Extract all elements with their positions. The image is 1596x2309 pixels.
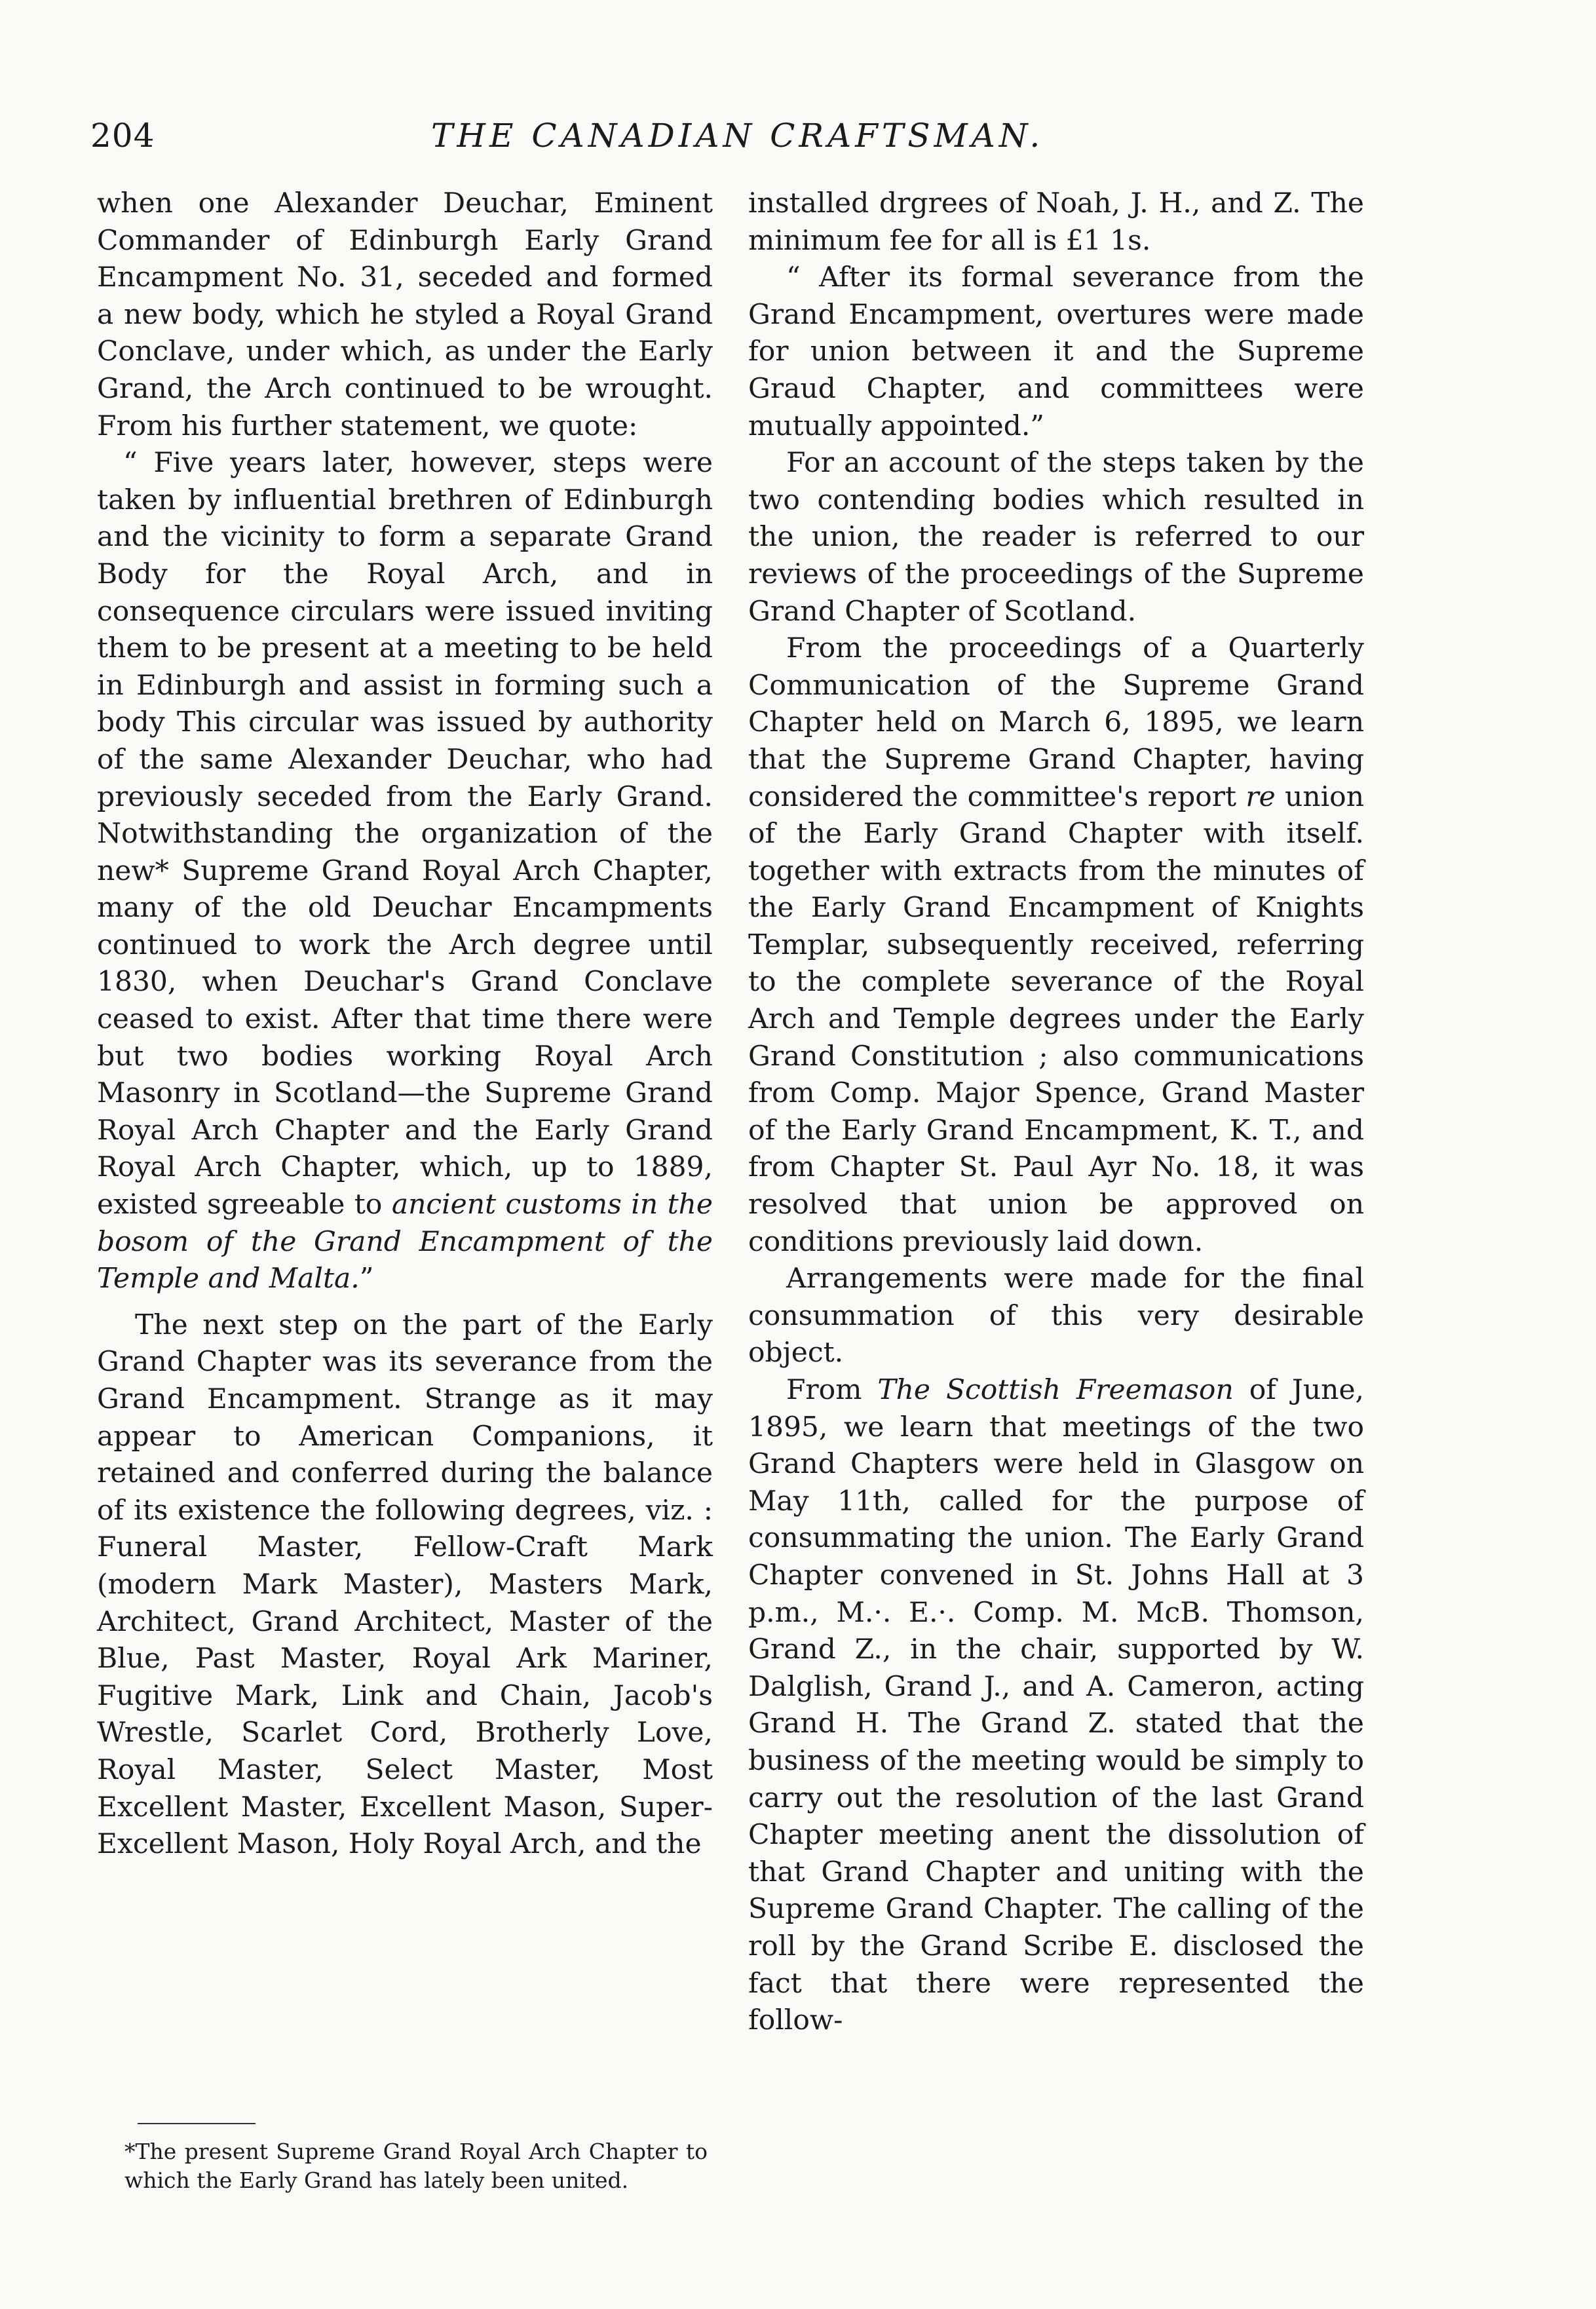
paragraph: installed drgrees of Noah, J. H., and Z. The minimum fee for all is £1 1s. [748,187,1364,256]
quoted-paragraph [97,444,713,1297]
text-run: From the proceedings of a Quarterly Communication of the Supreme Grand Chapter held on March 6, 1895, we learn that the Supreme Grand Chapter, having considered the committee's report [748,632,1364,812]
paragraph [748,630,1364,1260]
footnote-rule [138,2123,256,2124]
paragraph: Arrangements were made for the final consummation of this very desirable object. [748,1262,1364,1369]
paragraph [748,1371,1364,2039]
italic-run: re [1245,780,1276,812]
text-run: From [786,1373,878,1405]
page-number: 204 [90,117,155,155]
text-run: union of the Early Grand Chapter with itself. together with extracts from the minutes of the Early Grand Encampment of Knights Templar, subsequently received, referring to the complete severance of the Royal Arch and Temple degrees under the Early Grand Constitution ; also communications from Comp. Major Spence, Grand Master of the Early Grand Encampment, K. T., and from Chapter St. Paul Ayr No. 18, it was resolved that union be approved on conditions previously laid down. [748,780,1364,1257]
quote-close: ” [359,1262,374,1295]
left-column [97,185,713,1863]
running-title: THE CANADIAN CRAFTSMAN. [431,117,1044,155]
footnote: *The present Supreme Grand Royal Arch Chapter to which the Early Grand has lately been united. [124,2139,708,2193]
text-run: of June, 1895, we learn that meetings of the two Grand Chapters were held in Glasgow on May 11th, called for the purpose of consummating the union. The Early Grand Chapter convened in St. Johns Hall at 3 p.m., M.·. E.·. Comp. M. McB. Thomson, Grand Z., in the chair, supported by W. Dalglish, Grand J., and A. Cameron, acting Grand H. The Grand Z. stated that the business of the meeting would be simply to carry out the resolution of the last Grand Chapter meeting anent the dissolution of that Grand Chapter and uniting with the Supreme Grand Chapter. The calling of the roll by the Grand Scribe E. disclosed the fact that there were represented the follow- [748,1373,1365,2036]
page-header [90,117,1335,169]
paragraph: The next step on the part of the Early Grand Chapter was its severance from the Grand Encampment. Strange as it may appear to American Companions, it retained and conferred during the balance of its existence the following degrees, viz. : Funeral Master, Fellow-Craft Mark (modern Mark Master), Masters Mark, Architect, Grand Architect, Master of the Blue, Past Master, Royal Ark Mariner, Fugitive Mark, Link and Chain, Jacob's Wrestle, Scarlet Cord, Brotherly Love, Royal Master, Select Master, Most Excellent Master, Excellent Mason, Super-Excellent Mason, Holy Royal Arch, and the [97,1308,713,1860]
quote-italic: ancient customs in the bosom of the Grand Encampment of the Temple and Malta. [97,1188,713,1295]
quoted-paragraph: “ After its formal severance from the Grand Encampment, overtures were made for union between it and the Supreme Graud Chapter, and committees were mutually appointed.” [748,261,1364,442]
quote-text: “ Five years later, however, steps were taken by influential brethren of Edinburgh and the vicinity to form a separate Grand Body for the Royal Arch, and in consequence circulars were issued inviting them to be present at a meeting to be held in Edinburgh and assist in forming such a body This circular was issued by authority of the same Alexander Deuchar, who had previously seceded from the Early Grand. Notwithstanding the organization of the new* Supreme Grand Royal Arch Chapter, many of the old Deuchar Encampments continued to work the Arch degree until 1830, when Deuchar's Grand Conclave ceased to exist. After that time there were but two bodies working Royal Arch Masonry in Scotland—the Supreme Grand Royal Arch Chapter and the Early Grand Royal Arch Chapter, which, up to 1889, existed sgreeable to [97,446,713,1221]
paragraph: when one Alexander Deuchar, Eminent Commander of Edinburgh Early Grand Encampment No. 31, seceded and formed a new body, which he styled a Royal Grand Conclave, under which, as under the Early Grand, the Arch continued to be wrought. From his further statement, we quote: [97,187,713,442]
paragraph: For an account of the steps taken by the two contending bodies which resulted in the union, the reader is referred to our reviews of the proceedings of the Supreme Grand Chapter of Scotland. [748,446,1364,627]
right-column [748,185,1364,2039]
publication-title: The Scottish Freemason [877,1373,1234,1405]
